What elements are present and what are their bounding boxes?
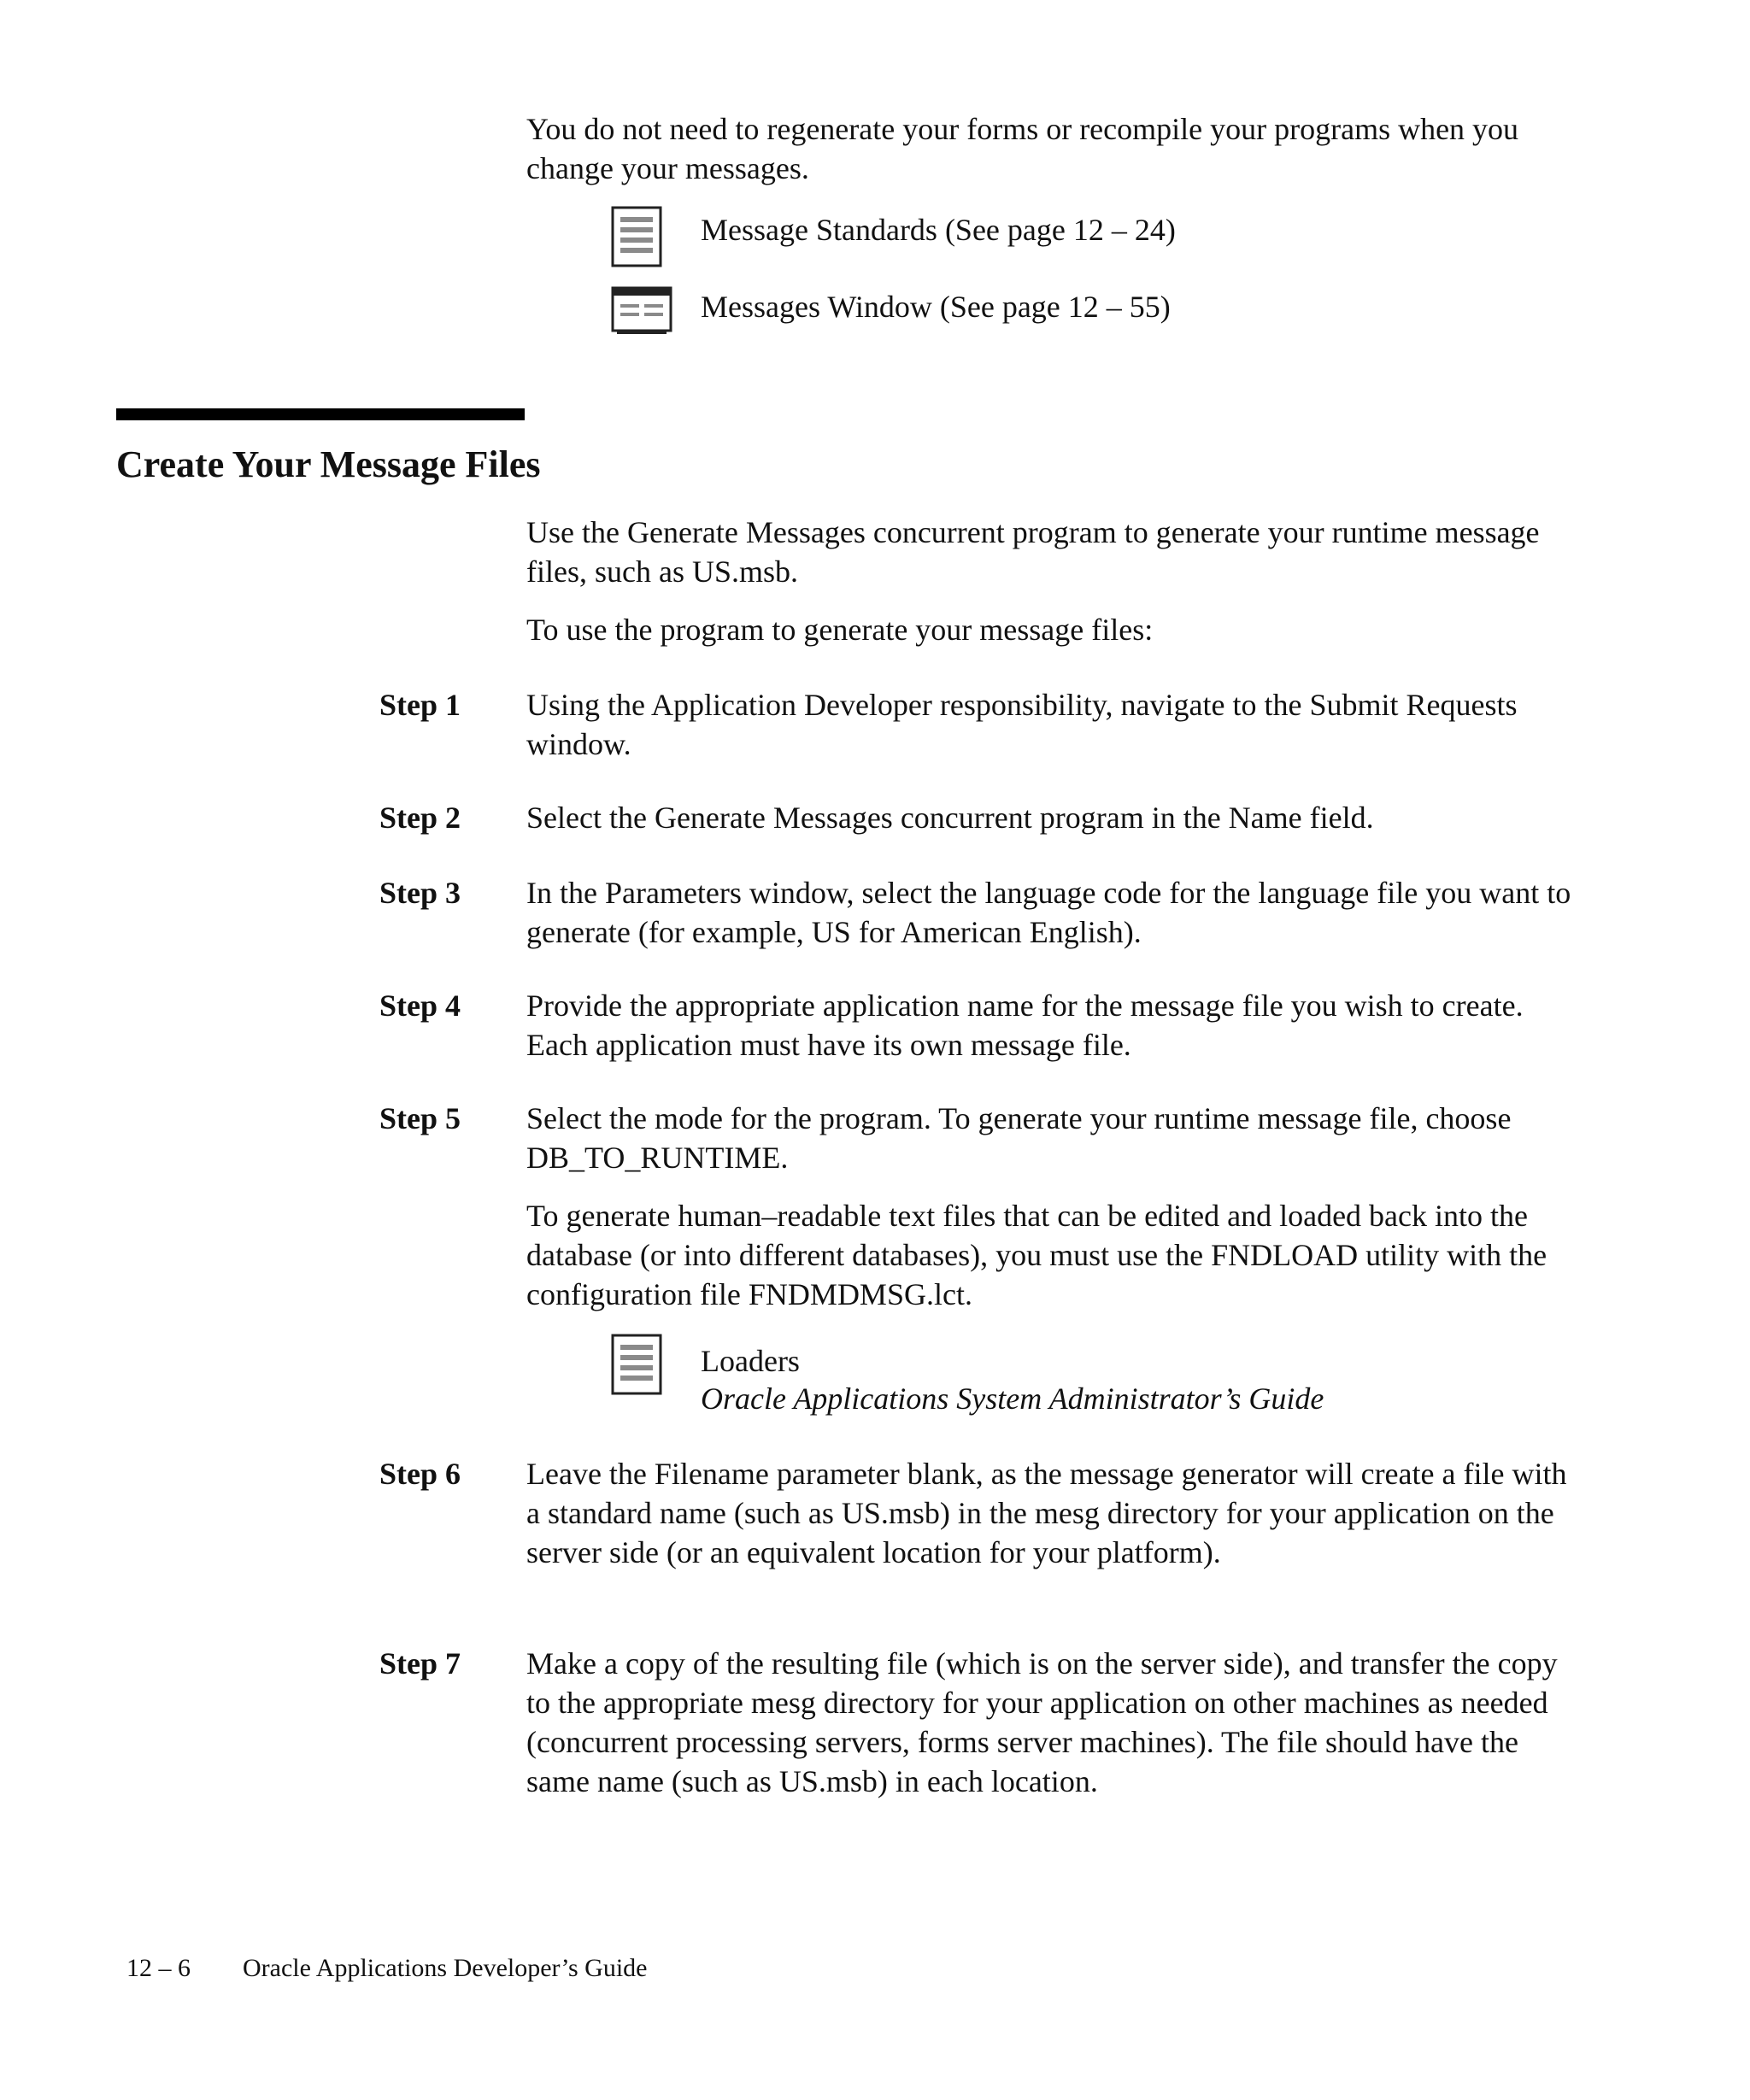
- intro-paragraph: You do not need to regenerate your forms or recompile your programs when you change your messages.: [526, 112, 1519, 185]
- section-rule: [116, 408, 525, 420]
- xref-label: Messages Window (See page 12 – 55): [701, 290, 1171, 324]
- step-text: Leave the Filename parameter blank, as the message generator will create a file with a standard name (such as US.msb) in the mesg directory for your application on the server side (or an equivalent location for your platform).: [526, 1457, 1567, 1569]
- xref-title: Loaders: [701, 1344, 800, 1378]
- section-intro-paragraph: To use the program to generate your message files:: [526, 613, 1154, 647]
- xref-label: Message Standards (See page 12 – 24): [701, 213, 1176, 247]
- section-intro-paragraph: Use the Generate Messages concurrent program to generate your runtime message files, such as US.msb.: [526, 515, 1540, 589]
- step-label: Step 3: [379, 876, 461, 910]
- window-icon: [610, 285, 673, 337]
- step-text: Make a copy of the resulting file (which is on the server side), and transfer the copy to the appropriate mesg directory for your application on other machines as needed (concurrent processing servers, forms server machines). The file should have the same name (such as US.msb) in each location.: [526, 1646, 1558, 1798]
- step-text: Select the Generate Messages concurrent program in the Name field.: [526, 801, 1374, 835]
- step-label: Step 4: [379, 988, 461, 1023]
- step-label: Step 2: [379, 801, 461, 835]
- section-title: Create Your Message Files: [116, 443, 541, 485]
- step-text: Select the mode for the program. To generate your runtime message file, choose DB_TO_RUNTIME.: [526, 1101, 1512, 1175]
- step-label: Step 1: [379, 688, 461, 722]
- step-label: Step 5: [379, 1101, 461, 1135]
- xref-book-title: Oracle Applications System Administrator’s Guide: [701, 1381, 1324, 1416]
- step-text: Provide the appropriate application name for the message file you wish to create. Each application must have its own message file.: [526, 988, 1524, 1062]
- footer-book-title: Oracle Applications Developer’s Guide: [243, 1954, 648, 1982]
- step-text: In the Parameters window, select the language code for the language file you want to generate (for example, US for American English).: [526, 876, 1571, 949]
- step-text: Using the Application Developer responsibility, navigate to the Submit Requests window.: [526, 688, 1518, 761]
- step-extra-paragraph: To generate human–readable text files that can be edited and loaded back into the database (or into different databases), you must use the FNDLOAD utility with the configuration file FNDMDMSG.lct.: [526, 1199, 1547, 1311]
- step-label: Step 6: [379, 1457, 461, 1491]
- footer-page-number: 12 – 6: [126, 1954, 191, 1982]
- document-page-icon: [610, 205, 663, 268]
- step-label: Step 7: [379, 1646, 461, 1681]
- document-page-icon: [610, 1333, 663, 1396]
